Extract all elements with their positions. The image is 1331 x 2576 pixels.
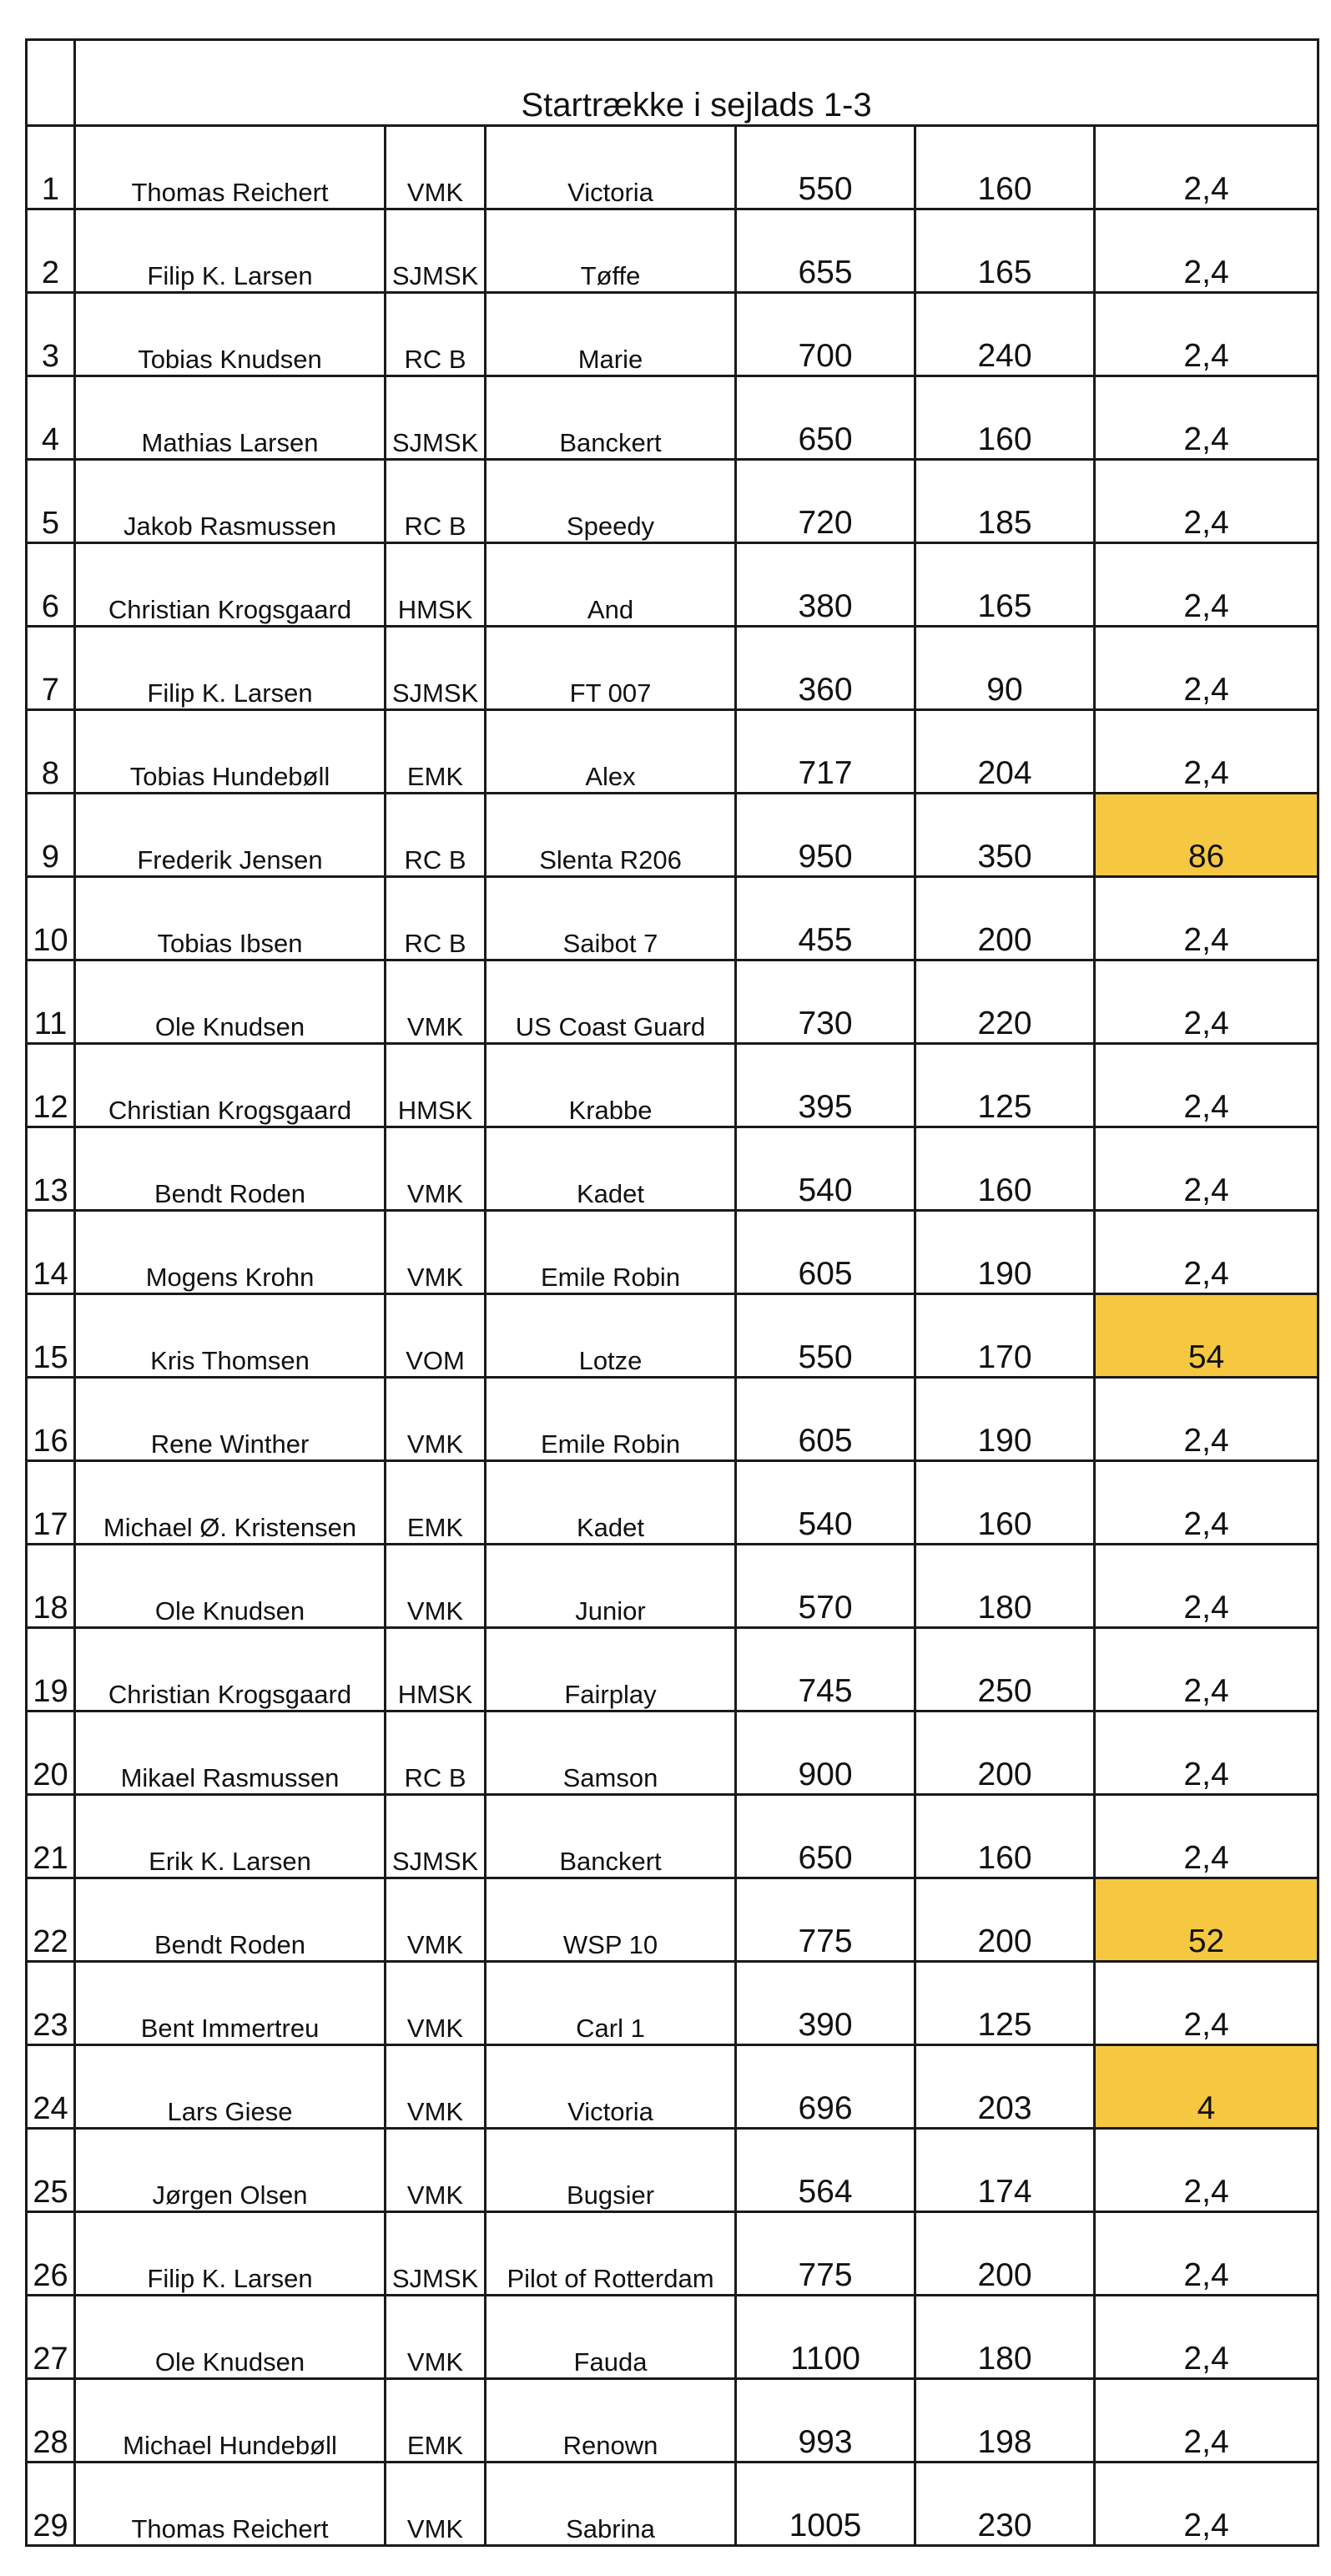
value-a-cell: 900: [736, 1711, 915, 1795]
skipper-name-cell: Rene Winther: [75, 1378, 386, 1461]
start-number-cell: 18: [27, 1545, 75, 1628]
start-number-cell: 6: [27, 543, 75, 627]
value-a-cell: 550: [736, 1294, 915, 1378]
boat-name-cell: Banckert: [486, 1795, 736, 1878]
skipper-name-cell: Ole Knudsen: [75, 960, 386, 1044]
value-c-cell: 2,4: [1095, 1628, 1318, 1711]
value-a-cell: 993: [736, 2379, 915, 2463]
value-b-cell: 198: [915, 2379, 1095, 2463]
start-number-cell: 12: [27, 1044, 75, 1127]
value-c-cell: 2,4: [1095, 293, 1318, 376]
boat-name-cell: Emile Robin: [486, 1211, 736, 1294]
value-b-cell: 174: [915, 2129, 1095, 2212]
table-row: [27, 1711, 1318, 1795]
value-b-cell: 200: [915, 877, 1095, 960]
club-code-cell: RC B: [386, 460, 486, 543]
skipper-name-cell: Christian Krogsgaard: [75, 543, 386, 627]
start-number-cell: 28: [27, 2379, 75, 2463]
table-row: [27, 126, 1318, 209]
skipper-name-cell: Christian Krogsgaard: [75, 1628, 386, 1711]
skipper-name-cell: Tobias Ibsen: [75, 877, 386, 960]
start-number-cell: 8: [27, 710, 75, 794]
start-number-cell: 16: [27, 1378, 75, 1461]
boat-name-cell: Saibot 7: [486, 877, 736, 960]
club-code-cell: RC B: [386, 877, 486, 960]
value-b-cell: 180: [915, 2296, 1095, 2379]
value-a-cell: 745: [736, 1628, 915, 1711]
value-a-cell: 775: [736, 2212, 915, 2296]
skipper-name-cell: Tobias Knudsen: [75, 293, 386, 376]
start-list-sheet: [25, 38, 1317, 2547]
value-c-cell: 52: [1095, 1878, 1318, 1962]
value-b-cell: 160: [915, 1795, 1095, 1878]
value-c-cell: 2,4: [1095, 1378, 1318, 1461]
club-code-cell: VMK: [386, 1211, 486, 1294]
value-b-cell: 125: [915, 1962, 1095, 2045]
start-number-cell: 17: [27, 1461, 75, 1545]
value-b-cell: 125: [915, 1044, 1095, 1127]
value-b-cell: 160: [915, 126, 1095, 209]
value-a-cell: 650: [736, 1795, 915, 1878]
start-number-cell: 7: [27, 627, 75, 710]
club-code-cell: VMK: [386, 1962, 486, 2045]
value-c-cell: 2,4: [1095, 543, 1318, 627]
value-a-cell: 570: [736, 1545, 915, 1628]
value-a-cell: 950: [736, 794, 915, 877]
start-number-cell: 13: [27, 1127, 75, 1211]
start-number-cell: 20: [27, 1711, 75, 1795]
value-a-cell: 655: [736, 209, 915, 293]
value-a-cell: 650: [736, 376, 915, 460]
boat-name-cell: Junior: [486, 1545, 736, 1628]
value-b-cell: 203: [915, 2045, 1095, 2129]
value-a-cell: 775: [736, 1878, 915, 1962]
skipper-name-cell: Mikael Rasmussen: [75, 1711, 386, 1795]
skipper-name-cell: Bendt Roden: [75, 1878, 386, 1962]
value-b-cell: 190: [915, 1378, 1095, 1461]
boat-name-cell: WSP 10: [486, 1878, 736, 1962]
value-b-cell: 190: [915, 1211, 1095, 1294]
start-number-cell: 22: [27, 1878, 75, 1962]
start-number-cell: 4: [27, 376, 75, 460]
club-code-cell: SJMSK: [386, 1795, 486, 1878]
club-code-cell: SJMSK: [386, 376, 486, 460]
value-a-cell: 605: [736, 1211, 915, 1294]
start-number-cell: 14: [27, 1211, 75, 1294]
value-c-cell: 4: [1095, 2045, 1318, 2129]
boat-name-cell: Slenta R206: [486, 794, 736, 877]
start-number-cell: 26: [27, 2212, 75, 2296]
value-a-cell: 696: [736, 2045, 915, 2129]
club-code-cell: VMK: [386, 1545, 486, 1628]
value-a-cell: 1100: [736, 2296, 915, 2379]
boat-name-cell: Kadet: [486, 1127, 736, 1211]
value-a-cell: 360: [736, 627, 915, 710]
table-row: [27, 1127, 1318, 1211]
club-code-cell: VMK: [386, 960, 486, 1044]
skipper-name-cell: Christian Krogsgaard: [75, 1044, 386, 1127]
value-c-cell: 2,4: [1095, 1211, 1318, 1294]
value-c-cell: 2,4: [1095, 1545, 1318, 1628]
value-a-cell: 455: [736, 877, 915, 960]
skipper-name-cell: Thomas Reichert: [75, 2463, 386, 2546]
club-code-cell: VOM: [386, 1294, 486, 1378]
table-row: [27, 1962, 1318, 2045]
value-c-cell: 2,4: [1095, 2463, 1318, 2546]
skipper-name-cell: Mathias Larsen: [75, 376, 386, 460]
value-b-cell: 165: [915, 209, 1095, 293]
table-row: [27, 2212, 1318, 2296]
table-row: [27, 293, 1318, 376]
start-number-cell: 3: [27, 293, 75, 376]
boat-name-cell: Fauda: [486, 2296, 736, 2379]
skipper-name-cell: Kris Thomsen: [75, 1294, 386, 1378]
table-row: [27, 2463, 1318, 2546]
table-row: [27, 1545, 1318, 1628]
table-row: [27, 1628, 1318, 1711]
value-a-cell: 1005: [736, 2463, 915, 2546]
club-code-cell: HMSK: [386, 1044, 486, 1127]
value-c-cell: 2,4: [1095, 1044, 1318, 1127]
boat-name-cell: Sabrina: [486, 2463, 736, 2546]
table-title: Startrække i sejlads 1-3: [75, 40, 1318, 126]
boat-name-cell: Victoria: [486, 2045, 736, 2129]
skipper-name-cell: Frederik Jensen: [75, 794, 386, 877]
value-a-cell: 605: [736, 1378, 915, 1461]
header-row: [27, 40, 1318, 126]
table-row: [27, 1378, 1318, 1461]
value-b-cell: 160: [915, 1461, 1095, 1545]
boat-name-cell: Speedy: [486, 460, 736, 543]
table-row: [27, 2296, 1318, 2379]
club-code-cell: EMK: [386, 2379, 486, 2463]
table-row: [27, 710, 1318, 794]
value-b-cell: 350: [915, 794, 1095, 877]
club-code-cell: VMK: [386, 126, 486, 209]
value-c-cell: 2,4: [1095, 376, 1318, 460]
boat-name-cell: Pilot of Rotterdam: [486, 2212, 736, 2296]
table-row: [27, 209, 1318, 293]
skipper-name-cell: Lars Giese: [75, 2045, 386, 2129]
table-row: [27, 2129, 1318, 2212]
value-b-cell: 250: [915, 1628, 1095, 1711]
value-b-cell: 160: [915, 1127, 1095, 1211]
boat-name-cell: Tøffe: [486, 209, 736, 293]
skipper-name-cell: Filip K. Larsen: [75, 627, 386, 710]
value-c-cell: 2,4: [1095, 2296, 1318, 2379]
value-b-cell: 204: [915, 710, 1095, 794]
value-c-cell: 2,4: [1095, 627, 1318, 710]
start-number-cell: 10: [27, 877, 75, 960]
club-code-cell: SJMSK: [386, 209, 486, 293]
skipper-name-cell: Michael Hundebøll: [75, 2379, 386, 2463]
value-b-cell: 220: [915, 960, 1095, 1044]
value-a-cell: 730: [736, 960, 915, 1044]
start-number-cell: 9: [27, 794, 75, 877]
start-number-cell: 1: [27, 126, 75, 209]
table-row: [27, 877, 1318, 960]
start-number-cell: 25: [27, 2129, 75, 2212]
table-row: [27, 1211, 1318, 1294]
skipper-name-cell: Erik K. Larsen: [75, 1795, 386, 1878]
boat-name-cell: Banckert: [486, 376, 736, 460]
start-number-cell: 15: [27, 1294, 75, 1378]
club-code-cell: EMK: [386, 710, 486, 794]
value-a-cell: 550: [736, 126, 915, 209]
skipper-name-cell: Bendt Roden: [75, 1127, 386, 1211]
value-b-cell: 90: [915, 627, 1095, 710]
club-code-cell: EMK: [386, 1461, 486, 1545]
start-number-cell: 29: [27, 2463, 75, 2546]
value-b-cell: 180: [915, 1545, 1095, 1628]
value-b-cell: 170: [915, 1294, 1095, 1378]
club-code-cell: VMK: [386, 1378, 486, 1461]
corner-cell: [27, 40, 75, 126]
value-c-cell: 2,4: [1095, 209, 1318, 293]
skipper-name-cell: Jakob Rasmussen: [75, 460, 386, 543]
value-c-cell: 2,4: [1095, 1962, 1318, 2045]
value-c-cell: 2,4: [1095, 1711, 1318, 1795]
skipper-name-cell: Mogens Krohn: [75, 1211, 386, 1294]
boat-name-cell: Bugsier: [486, 2129, 736, 2212]
value-a-cell: 540: [736, 1461, 915, 1545]
table-row: [27, 460, 1318, 543]
boat-name-cell: Krabbe: [486, 1044, 736, 1127]
table-row: [27, 1878, 1318, 1962]
table-row: [27, 960, 1318, 1044]
value-a-cell: 395: [736, 1044, 915, 1127]
start-number-cell: 23: [27, 1962, 75, 2045]
value-c-cell: 2,4: [1095, 1795, 1318, 1878]
boat-name-cell: FT 007: [486, 627, 736, 710]
club-code-cell: RC B: [386, 794, 486, 877]
table-row: [27, 1795, 1318, 1878]
table-row: [27, 1294, 1318, 1378]
boat-name-cell: And: [486, 543, 736, 627]
boat-name-cell: Alex: [486, 710, 736, 794]
value-c-cell: 2,4: [1095, 710, 1318, 794]
value-c-cell: 2,4: [1095, 2129, 1318, 2212]
club-code-cell: VMK: [386, 2045, 486, 2129]
skipper-name-cell: Ole Knudsen: [75, 1545, 386, 1628]
club-code-cell: VMK: [386, 1878, 486, 1962]
club-code-cell: HMSK: [386, 1628, 486, 1711]
value-c-cell: 54: [1095, 1294, 1318, 1378]
table-row: [27, 627, 1318, 710]
value-c-cell: 2,4: [1095, 877, 1318, 960]
value-a-cell: 564: [736, 2129, 915, 2212]
boat-name-cell: Emile Robin: [486, 1378, 736, 1461]
value-a-cell: 700: [736, 293, 915, 376]
skipper-name-cell: Michael Ø. Kristensen: [75, 1461, 386, 1545]
club-code-cell: VMK: [386, 2296, 486, 2379]
value-b-cell: 240: [915, 293, 1095, 376]
club-code-cell: RC B: [386, 293, 486, 376]
start-number-cell: 2: [27, 209, 75, 293]
start-number-cell: 5: [27, 460, 75, 543]
club-code-cell: SJMSK: [386, 2212, 486, 2296]
value-b-cell: 200: [915, 1878, 1095, 1962]
start-order-table: [25, 38, 1319, 2547]
value-b-cell: 230: [915, 2463, 1095, 2546]
skipper-name-cell: Ole Knudsen: [75, 2296, 386, 2379]
table-row: [27, 376, 1318, 460]
table-row: [27, 1461, 1318, 1545]
start-number-cell: 19: [27, 1628, 75, 1711]
boat-name-cell: US Coast Guard: [486, 960, 736, 1044]
boat-name-cell: Marie: [486, 293, 736, 376]
boat-name-cell: Renown: [486, 2379, 736, 2463]
table-row: [27, 1044, 1318, 1127]
table-row: [27, 2045, 1318, 2129]
boat-name-cell: Kadet: [486, 1461, 736, 1545]
club-code-cell: HMSK: [386, 543, 486, 627]
skipper-name-cell: Jørgen Olsen: [75, 2129, 386, 2212]
value-c-cell: 2,4: [1095, 1127, 1318, 1211]
value-b-cell: 200: [915, 1711, 1095, 1795]
boat-name-cell: Lotze: [486, 1294, 736, 1378]
value-a-cell: 717: [736, 710, 915, 794]
value-c-cell: 2,4: [1095, 2212, 1318, 2296]
table-row: [27, 543, 1318, 627]
table-row: [27, 2379, 1318, 2463]
club-code-cell: RC B: [386, 1711, 486, 1795]
value-a-cell: 380: [736, 543, 915, 627]
value-c-cell: 2,4: [1095, 126, 1318, 209]
boat-name-cell: Samson: [486, 1711, 736, 1795]
value-c-cell: 2,4: [1095, 960, 1318, 1044]
club-code-cell: VMK: [386, 2463, 486, 2546]
start-number-cell: 11: [27, 960, 75, 1044]
boat-name-cell: Carl 1: [486, 1962, 736, 2045]
start-number-cell: 24: [27, 2045, 75, 2129]
value-b-cell: 160: [915, 376, 1095, 460]
value-c-cell: 2,4: [1095, 1461, 1318, 1545]
start-number-cell: 27: [27, 2296, 75, 2379]
value-a-cell: 540: [736, 1127, 915, 1211]
skipper-name-cell: Filip K. Larsen: [75, 2212, 386, 2296]
value-b-cell: 200: [915, 2212, 1095, 2296]
boat-name-cell: Fairplay: [486, 1628, 736, 1711]
value-c-cell: 2,4: [1095, 460, 1318, 543]
value-b-cell: 185: [915, 460, 1095, 543]
skipper-name-cell: Filip K. Larsen: [75, 209, 386, 293]
start-number-cell: 21: [27, 1795, 75, 1878]
club-code-cell: VMK: [386, 1127, 486, 1211]
club-code-cell: SJMSK: [386, 627, 486, 710]
value-c-cell: 2,4: [1095, 2379, 1318, 2463]
table-row: [27, 794, 1318, 877]
skipper-name-cell: Bent Immertreu: [75, 1962, 386, 2045]
value-c-cell: 86: [1095, 794, 1318, 877]
club-code-cell: VMK: [386, 2129, 486, 2212]
value-a-cell: 390: [736, 1962, 915, 2045]
value-b-cell: 165: [915, 543, 1095, 627]
boat-name-cell: Victoria: [486, 126, 736, 209]
value-a-cell: 720: [736, 460, 915, 543]
skipper-name-cell: Tobias Hundebøll: [75, 710, 386, 794]
skipper-name-cell: Thomas Reichert: [75, 126, 386, 209]
